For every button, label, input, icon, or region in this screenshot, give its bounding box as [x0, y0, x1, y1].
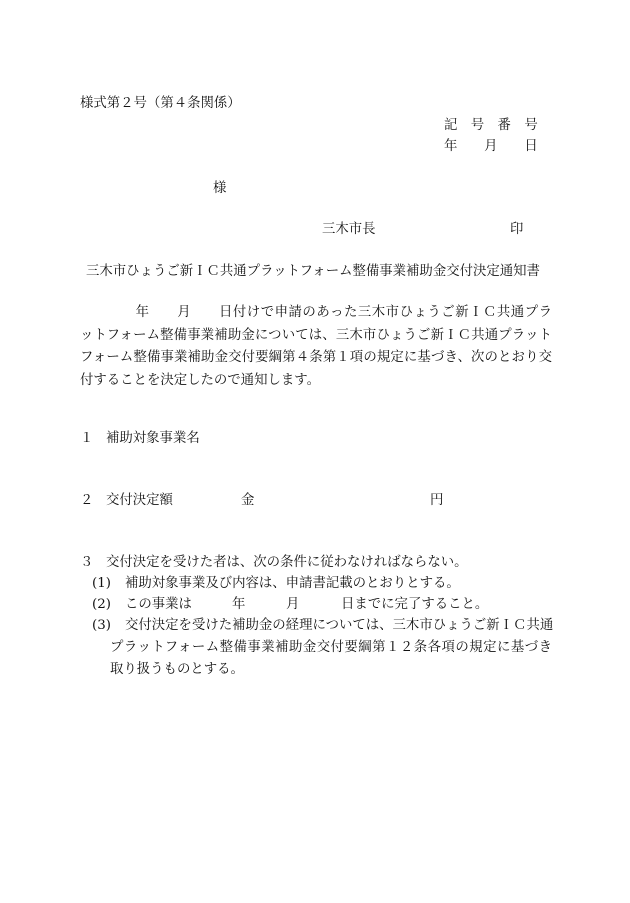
document-title: 三木市ひょうご新ＩＣ共通プラットフォーム整備事業補助金交付決定通知書 — [86, 264, 540, 279]
document-number-label: 記 号 番 号 — [444, 118, 538, 133]
condition-number: (1) — [92, 576, 111, 591]
section3-number: ３ — [80, 555, 94, 570]
condition-continuation — [110, 641, 552, 685]
section2-currency-unit: 円 — [430, 493, 444, 508]
condition-month: 月 — [286, 597, 300, 612]
condition-text-prefix: この事業は — [125, 597, 192, 612]
condition-day-suffix: 日までに完了すること。 — [341, 597, 489, 612]
condition-number: (3) — [92, 618, 111, 633]
document-date-label: 年 月 日 — [444, 139, 538, 154]
body-paragraph — [80, 306, 552, 396]
issuer-seal: 印 — [510, 222, 524, 237]
condition-line: プラットフォーム整備事業補助金交付要綱第１２条各項の規定に基づき — [110, 640, 552, 655]
body-line: フォーム整備事業補助金交付要綱第４条第１項の規定に基づき、次のとおり交 — [80, 350, 552, 365]
condition-line: 取り扱うものとする。 — [110, 662, 244, 677]
section3-text: 交付決定を受けた者は、次の条件に従わなければならない。 — [106, 555, 468, 570]
condition-line: 交付決定を受けた補助金の経理については、三木市ひょうご新ＩＣ共通 — [125, 618, 554, 633]
condition-year: 年 — [232, 597, 246, 612]
addressee-suffix: 様 — [213, 181, 227, 196]
condition-number: (2) — [92, 597, 111, 612]
condition-text: 補助対象事業及び内容は、申請書記載のとおりとする。 — [125, 576, 460, 591]
section1-label: 補助対象事業名 — [106, 431, 200, 446]
body-line: 付することを決定したので通知します。 — [80, 372, 320, 388]
section2-number: ２ — [80, 493, 94, 508]
issuer-name: 三木市長 — [322, 222, 376, 237]
section2-label: 交付決定額 — [106, 493, 173, 508]
section1-number: １ — [80, 431, 94, 446]
body-line: 年 月 日付けで申請のあった三木市ひょうご新ＩＣ共通プラ — [80, 305, 552, 320]
form-label: 様式第２号（第４条関係） — [80, 96, 241, 111]
body-line: ットフォーム整備事業補助金については、三木市ひょうご新ＩＣ共通プラット — [80, 327, 552, 343]
section2-currency-prefix: 金 — [241, 493, 255, 508]
